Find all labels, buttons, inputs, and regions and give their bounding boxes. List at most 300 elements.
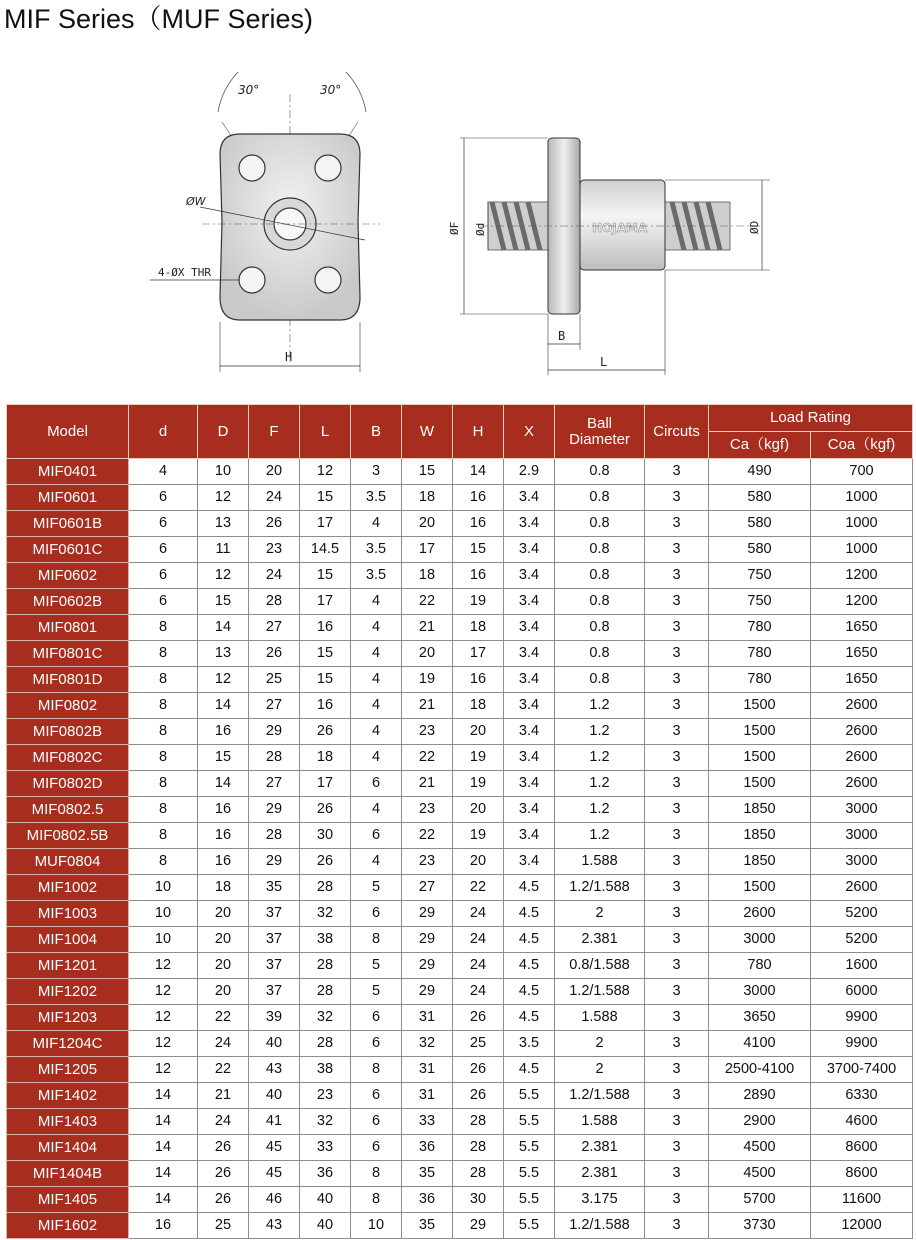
value-cell: 1650: [811, 615, 913, 641]
value-cell: 8: [129, 693, 198, 719]
value-cell: 4: [351, 641, 402, 667]
model-cell: MIF1602: [7, 1213, 129, 1239]
model-cell: MIF0802D: [7, 771, 129, 797]
value-cell: 0.8: [555, 667, 645, 693]
value-cell: 6: [351, 823, 402, 849]
value-cell: 46: [249, 1187, 300, 1213]
value-cell: 1650: [811, 641, 913, 667]
value-cell: 26: [300, 797, 351, 823]
value-cell: 12: [300, 459, 351, 485]
value-cell: 26: [198, 1135, 249, 1161]
value-cell: 27: [402, 875, 453, 901]
value-cell: 14: [129, 1161, 198, 1187]
value-cell: 3.4: [504, 823, 555, 849]
value-cell: 20: [198, 901, 249, 927]
model-cell: MIF0401: [7, 459, 129, 485]
value-cell: 11: [198, 537, 249, 563]
value-cell: 5200: [811, 927, 913, 953]
table-row: [7, 1083, 913, 1109]
value-cell: 29: [249, 849, 300, 875]
value-cell: 37: [249, 953, 300, 979]
flange-hole: [315, 267, 341, 293]
value-cell: 16: [300, 693, 351, 719]
value-cell: 1.2/1.588: [555, 1213, 645, 1239]
value-cell: 3: [645, 953, 709, 979]
front-view-drawing: [140, 72, 390, 382]
value-cell: 26: [249, 641, 300, 667]
value-cell: 15: [453, 537, 504, 563]
value-cell: 17: [453, 641, 504, 667]
value-cell: 3: [645, 1109, 709, 1135]
value-cell: 16: [453, 563, 504, 589]
value-cell: 38: [300, 1057, 351, 1083]
table-row: [7, 797, 913, 823]
value-cell: 2: [555, 901, 645, 927]
value-cell: 20: [453, 719, 504, 745]
value-cell: 3.4: [504, 719, 555, 745]
value-cell: 6: [351, 1083, 402, 1109]
value-cell: 8: [129, 849, 198, 875]
value-cell: 1500: [709, 875, 811, 901]
value-cell: 35: [402, 1161, 453, 1187]
page-title: MIF Series（MUF Series): [4, 4, 314, 34]
value-cell: 28: [249, 589, 300, 615]
value-cell: 36: [402, 1135, 453, 1161]
value-cell: 1650: [811, 667, 913, 693]
value-cell: 4.5: [504, 979, 555, 1005]
value-cell: 2: [555, 1057, 645, 1083]
angle-right-label: 30°: [320, 83, 342, 97]
value-cell: 16: [453, 667, 504, 693]
value-cell: 14: [129, 1187, 198, 1213]
value-cell: 4.5: [504, 953, 555, 979]
value-cell: 3.4: [504, 693, 555, 719]
value-cell: 40: [300, 1213, 351, 1239]
value-cell: 4: [351, 797, 402, 823]
table-row: [7, 667, 913, 693]
value-cell: 15: [402, 459, 453, 485]
table-row: [7, 719, 913, 745]
table-row: [7, 849, 913, 875]
model-cell: MIF1405: [7, 1187, 129, 1213]
value-cell: 10: [129, 875, 198, 901]
value-cell: 19: [453, 823, 504, 849]
value-cell: 1.588: [555, 1005, 645, 1031]
value-cell: 4100: [709, 1031, 811, 1057]
model-cell: MIF1003: [7, 901, 129, 927]
value-cell: 3000: [709, 979, 811, 1005]
header-ball-diameter: [555, 405, 645, 459]
value-cell: 5.5: [504, 1161, 555, 1187]
value-cell: 39: [249, 1005, 300, 1031]
value-cell: 36: [402, 1187, 453, 1213]
value-cell: 12: [198, 667, 249, 693]
value-cell: 14: [129, 1109, 198, 1135]
value-cell: 5700: [709, 1187, 811, 1213]
value-cell: 31: [402, 1005, 453, 1031]
header-H: H: [453, 405, 504, 459]
value-cell: 0.8/1.588: [555, 953, 645, 979]
value-cell: 8: [351, 1057, 402, 1083]
value-cell: 3: [645, 511, 709, 537]
value-cell: 29: [402, 927, 453, 953]
value-cell: 15: [300, 485, 351, 511]
value-cell: 12: [129, 1057, 198, 1083]
model-cell: MIF0801: [7, 615, 129, 641]
value-cell: 4.5: [504, 901, 555, 927]
value-cell: 14: [453, 459, 504, 485]
value-cell: 29: [249, 797, 300, 823]
header-ball-line2: Diameter: [569, 430, 630, 448]
model-cell: MIF0601: [7, 485, 129, 511]
value-cell: 19: [453, 771, 504, 797]
value-cell: 17: [300, 771, 351, 797]
table-row: [7, 615, 913, 641]
model-cell: MIF1201: [7, 953, 129, 979]
value-cell: 3.4: [504, 849, 555, 875]
value-cell: 30: [453, 1187, 504, 1213]
model-cell: MIF1204C: [7, 1031, 129, 1057]
value-cell: 18: [453, 615, 504, 641]
value-cell: 3: [645, 849, 709, 875]
value-cell: 27: [249, 693, 300, 719]
value-cell: 40: [300, 1187, 351, 1213]
value-cell: 36: [300, 1161, 351, 1187]
value-cell: 3.4: [504, 615, 555, 641]
value-cell: 15: [300, 667, 351, 693]
value-cell: 17: [402, 537, 453, 563]
value-cell: 3.4: [504, 511, 555, 537]
value-cell: 3: [645, 745, 709, 771]
value-cell: 29: [402, 953, 453, 979]
value-cell: 23: [402, 849, 453, 875]
value-cell: 45: [249, 1135, 300, 1161]
value-cell: 6: [129, 537, 198, 563]
value-cell: 27: [249, 615, 300, 641]
value-cell: 12: [129, 979, 198, 1005]
value-cell: 3650: [709, 1005, 811, 1031]
value-cell: 28: [453, 1161, 504, 1187]
value-cell: 3: [351, 459, 402, 485]
value-cell: 6330: [811, 1083, 913, 1109]
header-load-rating: Load Rating: [709, 405, 913, 432]
value-cell: 6000: [811, 979, 913, 1005]
table-row: [7, 537, 913, 563]
value-cell: 29: [453, 1213, 504, 1239]
value-cell: 3: [645, 1187, 709, 1213]
value-cell: 14: [198, 693, 249, 719]
value-cell: 3700-7400: [811, 1057, 913, 1083]
value-cell: 11600: [811, 1187, 913, 1213]
value-cell: 1850: [709, 797, 811, 823]
value-cell: 6: [129, 511, 198, 537]
value-cell: 1.2: [555, 745, 645, 771]
model-cell: MIF1402: [7, 1083, 129, 1109]
value-cell: 12: [198, 485, 249, 511]
value-cell: 23: [402, 719, 453, 745]
value-cell: 4: [351, 849, 402, 875]
model-cell: MIF0601C: [7, 537, 129, 563]
value-cell: 24: [453, 979, 504, 1005]
value-cell: 3.5: [351, 563, 402, 589]
value-cell: 5: [351, 953, 402, 979]
value-cell: 3: [645, 1083, 709, 1109]
table-row: [7, 771, 913, 797]
value-cell: 12: [129, 1005, 198, 1031]
model-cell: MIF1403: [7, 1109, 129, 1135]
value-cell: 4: [351, 511, 402, 537]
value-cell: 6: [129, 589, 198, 615]
model-cell: MIF1205: [7, 1057, 129, 1083]
value-cell: 23: [300, 1083, 351, 1109]
value-cell: 3: [645, 589, 709, 615]
value-cell: 3000: [709, 927, 811, 953]
value-cell: 15: [198, 745, 249, 771]
value-cell: 35: [249, 875, 300, 901]
value-cell: 5: [351, 979, 402, 1005]
model-cell: MIF1202: [7, 979, 129, 1005]
value-cell: 31: [402, 1083, 453, 1109]
value-cell: 1.588: [555, 1109, 645, 1135]
value-cell: 780: [709, 667, 811, 693]
value-cell: 4.5: [504, 1057, 555, 1083]
value-cell: 28: [249, 823, 300, 849]
value-cell: 17: [300, 589, 351, 615]
value-cell: 3: [645, 485, 709, 511]
value-cell: 19: [453, 589, 504, 615]
value-cell: 13: [198, 511, 249, 537]
value-cell: 3.4: [504, 641, 555, 667]
value-cell: 750: [709, 563, 811, 589]
value-cell: 3: [645, 1135, 709, 1161]
table-row: [7, 875, 913, 901]
value-cell: 16: [198, 719, 249, 745]
table-row: [7, 979, 913, 1005]
value-cell: 580: [709, 485, 811, 511]
value-cell: 8: [129, 615, 198, 641]
value-cell: 8: [351, 927, 402, 953]
value-cell: 16: [453, 485, 504, 511]
value-cell: 23: [402, 797, 453, 823]
value-cell: 20: [198, 979, 249, 1005]
value-cell: 16: [198, 849, 249, 875]
value-cell: 0.8: [555, 641, 645, 667]
value-cell: 35: [402, 1213, 453, 1239]
value-cell: 3.4: [504, 797, 555, 823]
value-cell: 37: [249, 927, 300, 953]
value-cell: 21: [402, 615, 453, 641]
value-cell: 3: [645, 797, 709, 823]
value-cell: 20: [453, 797, 504, 823]
value-cell: 2.381: [555, 1161, 645, 1187]
value-cell: 0.8: [555, 485, 645, 511]
value-cell: 29: [402, 901, 453, 927]
value-cell: 28: [249, 745, 300, 771]
value-cell: 16: [198, 823, 249, 849]
value-cell: 700: [811, 459, 913, 485]
value-cell: 3: [645, 641, 709, 667]
value-cell: 3: [645, 901, 709, 927]
header-ball-line1: Ball: [586, 414, 612, 432]
value-cell: 18: [402, 563, 453, 589]
value-cell: 0.8: [555, 511, 645, 537]
value-cell: 1.2: [555, 797, 645, 823]
header-model: Model: [7, 405, 129, 459]
model-cell: MIF0602B: [7, 589, 129, 615]
table-row: [7, 927, 913, 953]
value-cell: 1.2: [555, 719, 645, 745]
value-cell: 3: [645, 1213, 709, 1239]
model-cell: MIF0802: [7, 693, 129, 719]
holes-label: 4-ØX THR: [158, 266, 211, 279]
value-cell: 8: [129, 771, 198, 797]
value-cell: 490: [709, 459, 811, 485]
value-cell: 20: [453, 849, 504, 875]
value-cell: 1.2: [555, 823, 645, 849]
value-cell: 28: [453, 1109, 504, 1135]
value-cell: 580: [709, 511, 811, 537]
value-cell: 22: [402, 745, 453, 771]
value-cell: 14.5: [300, 537, 351, 563]
value-cell: 28: [300, 953, 351, 979]
value-cell: 1.588: [555, 849, 645, 875]
value-cell: 3: [645, 875, 709, 901]
value-cell: 3.4: [504, 667, 555, 693]
value-cell: 1500: [709, 693, 811, 719]
value-cell: 20: [249, 459, 300, 485]
value-cell: 1600: [811, 953, 913, 979]
value-cell: 6: [351, 1135, 402, 1161]
value-cell: 6: [351, 1031, 402, 1057]
value-cell: 29: [249, 719, 300, 745]
value-cell: 26: [300, 719, 351, 745]
value-cell: 5.5: [504, 1109, 555, 1135]
value-cell: 5.5: [504, 1213, 555, 1239]
value-cell: 24: [453, 953, 504, 979]
value-cell: 15: [198, 589, 249, 615]
value-cell: 21: [402, 771, 453, 797]
value-cell: 28: [453, 1135, 504, 1161]
D-label: ØD: [748, 220, 761, 234]
value-cell: 1850: [709, 849, 811, 875]
value-cell: 4: [351, 693, 402, 719]
value-cell: 26: [453, 1057, 504, 1083]
header-W: W: [402, 405, 453, 459]
value-cell: 5.5: [504, 1135, 555, 1161]
value-cell: 21: [198, 1083, 249, 1109]
table-row: [7, 953, 913, 979]
model-cell: MIF1404: [7, 1135, 129, 1161]
value-cell: 6: [351, 1109, 402, 1135]
table-row: [7, 1031, 913, 1057]
side-view-drawing: [440, 120, 780, 380]
value-cell: 3: [645, 1031, 709, 1057]
value-cell: 26: [453, 1005, 504, 1031]
value-cell: 3: [645, 771, 709, 797]
value-cell: 4.5: [504, 927, 555, 953]
value-cell: 3.5: [504, 1031, 555, 1057]
value-cell: 15: [300, 563, 351, 589]
value-cell: 6: [129, 563, 198, 589]
value-cell: 3.5: [351, 537, 402, 563]
value-cell: 3: [645, 563, 709, 589]
value-cell: 13: [198, 641, 249, 667]
value-cell: 0.8: [555, 563, 645, 589]
value-cell: 8: [129, 797, 198, 823]
value-cell: 38: [300, 927, 351, 953]
value-cell: 28: [300, 1031, 351, 1057]
value-cell: 2900: [709, 1109, 811, 1135]
value-cell: 3: [645, 459, 709, 485]
value-cell: 20: [198, 927, 249, 953]
brand-label: HOJAMA: [592, 221, 648, 235]
table-row: [7, 1187, 913, 1213]
value-cell: 22: [198, 1057, 249, 1083]
value-cell: 26: [300, 849, 351, 875]
value-cell: 1.2: [555, 693, 645, 719]
value-cell: 1000: [811, 537, 913, 563]
table-row: [7, 1135, 913, 1161]
value-cell: 28: [300, 979, 351, 1005]
value-cell: 3.175: [555, 1187, 645, 1213]
value-cell: 24: [198, 1109, 249, 1135]
value-cell: 33: [402, 1109, 453, 1135]
value-cell: 8: [351, 1187, 402, 1213]
value-cell: 6: [351, 1005, 402, 1031]
value-cell: 4: [351, 615, 402, 641]
value-cell: 8: [129, 667, 198, 693]
value-cell: 31: [402, 1057, 453, 1083]
table-row: [7, 1005, 913, 1031]
value-cell: 3730: [709, 1213, 811, 1239]
value-cell: 1200: [811, 589, 913, 615]
value-cell: 0.8: [555, 615, 645, 641]
value-cell: 1.2/1.588: [555, 1083, 645, 1109]
value-cell: 3: [645, 927, 709, 953]
model-cell: MIF0801C: [7, 641, 129, 667]
value-cell: 2.381: [555, 927, 645, 953]
angle-left-label: 30°: [238, 83, 260, 97]
value-cell: 9900: [811, 1005, 913, 1031]
value-cell: 4: [351, 719, 402, 745]
l-label: L: [600, 355, 608, 369]
value-cell: 1500: [709, 719, 811, 745]
value-cell: 8: [129, 719, 198, 745]
value-cell: 1500: [709, 745, 811, 771]
table-row: [7, 1109, 913, 1135]
value-cell: 22: [198, 1005, 249, 1031]
value-cell: 3: [645, 823, 709, 849]
value-cell: 10: [129, 901, 198, 927]
value-cell: 10: [198, 459, 249, 485]
model-cell: MIF0601B: [7, 511, 129, 537]
value-cell: 4.5: [504, 1005, 555, 1031]
value-cell: 8: [351, 1161, 402, 1187]
value-cell: 1500: [709, 771, 811, 797]
value-cell: 26: [453, 1083, 504, 1109]
spec-table-container: [6, 404, 912, 1239]
value-cell: 16: [300, 615, 351, 641]
value-cell: 750: [709, 589, 811, 615]
table-row: [7, 1161, 913, 1187]
value-cell: 25: [249, 667, 300, 693]
value-cell: 20: [402, 511, 453, 537]
value-cell: 0.8: [555, 537, 645, 563]
value-cell: 32: [300, 901, 351, 927]
model-cell: MIF0802.5B: [7, 823, 129, 849]
header-D: D: [198, 405, 249, 459]
table-row: [7, 901, 913, 927]
